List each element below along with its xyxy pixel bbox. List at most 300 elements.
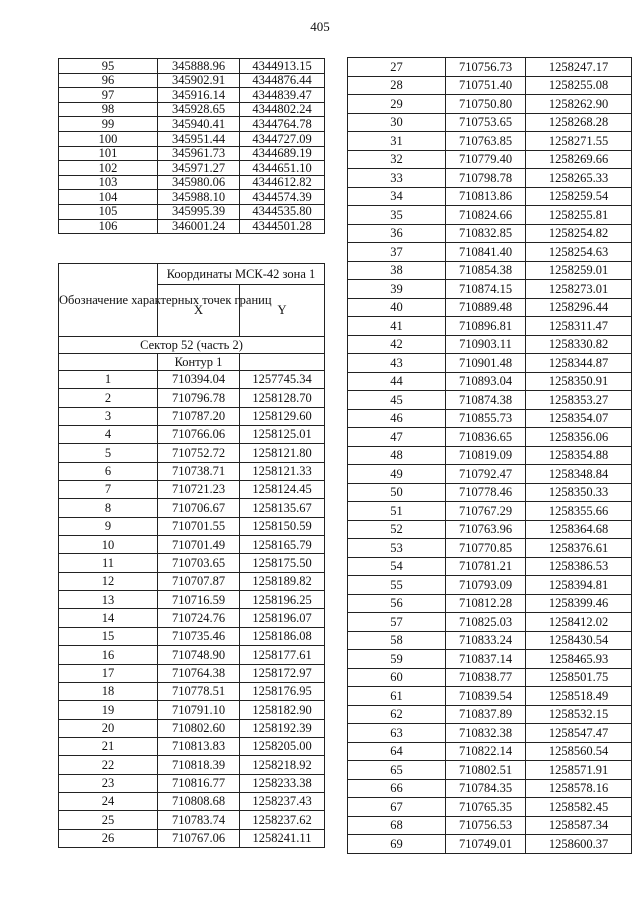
table-row bbox=[348, 317, 632, 336]
point-number-cell: 100 bbox=[59, 131, 158, 146]
y-coordinate-cell: 4344764.78 bbox=[240, 117, 325, 132]
table-row bbox=[59, 572, 325, 590]
point-number-cell: 11 bbox=[59, 554, 158, 572]
x-coordinate-cell: 346001.24 bbox=[158, 219, 240, 234]
point-number-cell: 95 bbox=[59, 59, 158, 74]
y-coordinate-cell: 4344689.19 bbox=[240, 146, 325, 161]
y-coordinate-cell: 1258560.54 bbox=[526, 742, 632, 761]
x-coordinate-cell: 710903.11 bbox=[446, 335, 526, 354]
x-coordinate-cell: 710818.39 bbox=[158, 756, 240, 774]
x-coordinate-cell: 710832.85 bbox=[446, 224, 526, 243]
x-coordinate-cell: 710838.77 bbox=[446, 668, 526, 687]
y-coordinate-cell: 1258135.67 bbox=[240, 499, 325, 517]
point-number-cell: 64 bbox=[348, 742, 446, 761]
table-row bbox=[348, 779, 632, 798]
x-coordinate-cell: 710707.87 bbox=[158, 572, 240, 590]
point-number-cell: 31 bbox=[348, 132, 446, 151]
table-row bbox=[59, 829, 325, 847]
x-coordinate-cell: 710819.09 bbox=[446, 446, 526, 465]
point-number-cell: 38 bbox=[348, 261, 446, 280]
y-coordinate-cell: 1258354.07 bbox=[526, 409, 632, 428]
table-row bbox=[348, 169, 632, 188]
y-coordinate-cell: 1258355.66 bbox=[526, 502, 632, 521]
point-number-cell: 18 bbox=[59, 682, 158, 700]
point-number-cell: 37 bbox=[348, 243, 446, 262]
point-number-cell: 6 bbox=[59, 462, 158, 480]
x-coordinate-cell: 710756.73 bbox=[446, 58, 526, 77]
y-coordinate-cell: 1258501.75 bbox=[526, 668, 632, 687]
y-coordinate-cell: 1258205.00 bbox=[240, 737, 325, 755]
x-coordinate-cell: 710802.60 bbox=[158, 719, 240, 737]
y-coordinate-cell: 1258262.90 bbox=[526, 95, 632, 114]
table-row bbox=[59, 204, 325, 219]
y-coordinate-cell: 1258254.82 bbox=[526, 224, 632, 243]
table-row bbox=[59, 117, 325, 132]
y-coordinate-cell: 1258587.34 bbox=[526, 816, 632, 835]
x-coordinate-cell: 710766.06 bbox=[158, 426, 240, 444]
x-coordinate-cell: 710798.78 bbox=[446, 169, 526, 188]
point-number-cell: 42 bbox=[348, 335, 446, 354]
x-coordinate-cell: 710750.80 bbox=[446, 95, 526, 114]
x-coordinate-cell: 345928.65 bbox=[158, 102, 240, 117]
coordinates-table-continuation bbox=[58, 58, 325, 234]
x-coordinate-cell: 710787.20 bbox=[158, 407, 240, 425]
y-coordinate-cell: 1258547.47 bbox=[526, 724, 632, 743]
y-coordinate-cell: 1258344.87 bbox=[526, 354, 632, 373]
point-number-cell: 97 bbox=[59, 88, 158, 103]
y-coordinate-cell: 1258218.92 bbox=[240, 756, 325, 774]
x-coordinate-cell: 710813.83 bbox=[158, 737, 240, 755]
x-coordinate-cell: 710889.48 bbox=[446, 298, 526, 317]
point-number-cell: 29 bbox=[348, 95, 446, 114]
x-coordinate-cell: 710781.21 bbox=[446, 557, 526, 576]
table-row bbox=[59, 792, 325, 810]
point-number-cell: 14 bbox=[59, 609, 158, 627]
table-row bbox=[59, 682, 325, 700]
sector-row bbox=[59, 337, 325, 354]
y-coordinate-cell: 1258465.93 bbox=[526, 650, 632, 669]
table-row bbox=[348, 705, 632, 724]
y-coordinate-cell: 1258196.25 bbox=[240, 591, 325, 609]
table-row bbox=[348, 613, 632, 632]
x-coordinate-cell: 710792.47 bbox=[446, 465, 526, 484]
x-coordinate-cell: 710716.59 bbox=[158, 591, 240, 609]
x-coordinate-cell: 710394.04 bbox=[158, 371, 240, 389]
x-coordinate-cell: 710832.38 bbox=[446, 724, 526, 743]
x-coordinate-cell: 710874.38 bbox=[446, 391, 526, 410]
table-row bbox=[59, 646, 325, 664]
point-number-cell: 4 bbox=[59, 426, 158, 444]
x-coordinate-cell: 710765.35 bbox=[446, 798, 526, 817]
point-number-cell: 22 bbox=[59, 756, 158, 774]
y-coordinate-cell: 1258271.55 bbox=[526, 132, 632, 151]
x-coordinate-cell: 710767.06 bbox=[158, 829, 240, 847]
x-coordinate-cell: 710893.04 bbox=[446, 372, 526, 391]
table-row bbox=[348, 187, 632, 206]
table-row bbox=[348, 243, 632, 262]
point-number-cell: 32 bbox=[348, 150, 446, 169]
x-coordinate-cell: 710778.51 bbox=[158, 682, 240, 700]
x-coordinate-cell: 710763.85 bbox=[446, 132, 526, 151]
x-coordinate-cell: 710837.14 bbox=[446, 650, 526, 669]
point-number-cell: 35 bbox=[348, 206, 446, 225]
point-number-cell: 63 bbox=[348, 724, 446, 743]
table-row bbox=[348, 557, 632, 576]
y-coordinate-cell: 1258354.88 bbox=[526, 446, 632, 465]
table-row bbox=[348, 298, 632, 317]
y-coordinate-cell: 1258364.68 bbox=[526, 520, 632, 539]
table-row bbox=[348, 539, 632, 558]
y-coordinate-cell: 1258186.08 bbox=[240, 627, 325, 645]
table-row bbox=[348, 520, 632, 539]
x-coordinate-cell: 710802.51 bbox=[446, 761, 526, 780]
point-number-cell: 51 bbox=[348, 502, 446, 521]
x-coordinate-cell: 710816.77 bbox=[158, 774, 240, 792]
point-number-cell: 17 bbox=[59, 664, 158, 682]
x-coordinate-cell: 710901.48 bbox=[446, 354, 526, 373]
y-column-header: Y bbox=[240, 285, 325, 337]
point-number-cell: 49 bbox=[348, 465, 446, 484]
x-coordinate-cell: 710763.96 bbox=[446, 520, 526, 539]
y-coordinate-cell: 1258356.06 bbox=[526, 428, 632, 447]
y-coordinate-cell: 1258273.01 bbox=[526, 280, 632, 299]
point-number-cell: 23 bbox=[59, 774, 158, 792]
point-number-cell: 55 bbox=[348, 576, 446, 595]
x-coordinate-cell: 345888.96 bbox=[158, 59, 240, 74]
point-number-cell: 40 bbox=[348, 298, 446, 317]
x-coordinate-cell: 345995.39 bbox=[158, 204, 240, 219]
table-row bbox=[59, 371, 325, 389]
table-row bbox=[59, 499, 325, 517]
table-row bbox=[59, 407, 325, 425]
point-number-cell: 15 bbox=[59, 627, 158, 645]
x-coordinate-cell: 345940.41 bbox=[158, 117, 240, 132]
x-column-header: X bbox=[158, 285, 240, 337]
table-row bbox=[348, 483, 632, 502]
y-coordinate-cell: 1258532.15 bbox=[526, 705, 632, 724]
point-number-cell: 1 bbox=[59, 371, 158, 389]
point-number-cell: 50 bbox=[348, 483, 446, 502]
x-coordinate-cell: 345971.27 bbox=[158, 161, 240, 176]
y-coordinate-cell: 1258237.43 bbox=[240, 792, 325, 810]
x-coordinate-cell: 710825.03 bbox=[446, 613, 526, 632]
point-number-cell: 16 bbox=[59, 646, 158, 664]
x-coordinate-cell: 710824.66 bbox=[446, 206, 526, 225]
table-row bbox=[59, 102, 325, 117]
point-number-cell: 102 bbox=[59, 161, 158, 176]
y-coordinate-cell: 1258394.81 bbox=[526, 576, 632, 595]
y-coordinate-cell: 1258176.95 bbox=[240, 682, 325, 700]
point-number-cell: 7 bbox=[59, 481, 158, 499]
point-number-cell: 5 bbox=[59, 444, 158, 462]
y-coordinate-cell: 1258311.47 bbox=[526, 317, 632, 336]
x-coordinate-cell: 710764.38 bbox=[158, 664, 240, 682]
x-coordinate-cell: 710813.86 bbox=[446, 187, 526, 206]
table-row bbox=[59, 811, 325, 829]
table-row bbox=[348, 594, 632, 613]
y-coordinate-cell: 1258121.33 bbox=[240, 462, 325, 480]
x-coordinate-cell: 710706.67 bbox=[158, 499, 240, 517]
coordinates-table-right-column bbox=[347, 57, 632, 854]
table-row bbox=[348, 465, 632, 484]
point-number-cell: 53 bbox=[348, 539, 446, 558]
table-row bbox=[348, 816, 632, 835]
point-number-cell: 36 bbox=[348, 224, 446, 243]
y-coordinate-cell: 1258150.59 bbox=[240, 517, 325, 535]
x-coordinate-cell: 710753.65 bbox=[446, 113, 526, 132]
y-coordinate-cell: 4344802.24 bbox=[240, 102, 325, 117]
table-header-row bbox=[59, 264, 325, 285]
point-number-cell: 47 bbox=[348, 428, 446, 447]
x-coordinate-cell: 710751.40 bbox=[446, 76, 526, 95]
table-row bbox=[348, 687, 632, 706]
coordinate-system-header: Координаты МСК-42 зона 1 bbox=[158, 264, 325, 285]
y-coordinate-cell: 1258296.44 bbox=[526, 298, 632, 317]
x-coordinate-cell: 710855.73 bbox=[446, 409, 526, 428]
table-row bbox=[348, 409, 632, 428]
point-number-cell: 45 bbox=[348, 391, 446, 410]
y-coordinate-cell: 1258254.63 bbox=[526, 243, 632, 262]
point-number-cell: 3 bbox=[59, 407, 158, 425]
y-coordinate-cell: 4344727.09 bbox=[240, 131, 325, 146]
x-coordinate-cell: 710735.46 bbox=[158, 627, 240, 645]
point-number-cell: 98 bbox=[59, 102, 158, 117]
x-coordinate-cell: 710854.38 bbox=[446, 261, 526, 280]
sector-label: Сектор 52 (часть 2) bbox=[59, 337, 325, 354]
y-coordinate-cell: 1258259.54 bbox=[526, 187, 632, 206]
x-coordinate-cell: 345951.44 bbox=[158, 131, 240, 146]
table-row bbox=[59, 756, 325, 774]
point-number-cell: 59 bbox=[348, 650, 446, 669]
y-coordinate-cell: 1258124.45 bbox=[240, 481, 325, 499]
table-row bbox=[348, 631, 632, 650]
y-coordinate-cell: 4344612.82 bbox=[240, 175, 325, 190]
page-number: 405 bbox=[310, 19, 330, 34]
table-row bbox=[348, 835, 632, 854]
y-coordinate-cell: 4344876.44 bbox=[240, 73, 325, 88]
table-row bbox=[59, 146, 325, 161]
table-row bbox=[348, 372, 632, 391]
y-coordinate-cell: 1258172.97 bbox=[240, 664, 325, 682]
y-coordinate-cell: 1258129.60 bbox=[240, 407, 325, 425]
point-number-cell: 13 bbox=[59, 591, 158, 609]
point-number-cell: 96 bbox=[59, 73, 158, 88]
y-coordinate-cell: 1258177.61 bbox=[240, 646, 325, 664]
table-row bbox=[59, 175, 325, 190]
x-coordinate-cell: 710896.81 bbox=[446, 317, 526, 336]
point-number-cell: 62 bbox=[348, 705, 446, 724]
point-number-cell: 8 bbox=[59, 499, 158, 517]
table-row bbox=[59, 73, 325, 88]
table-row bbox=[348, 280, 632, 299]
contour-label: Контур 1 bbox=[158, 354, 240, 371]
table-row bbox=[348, 113, 632, 132]
point-number-cell: 46 bbox=[348, 409, 446, 428]
table-row bbox=[59, 131, 325, 146]
table-row bbox=[348, 502, 632, 521]
table-row bbox=[59, 190, 325, 205]
x-coordinate-cell: 710784.35 bbox=[446, 779, 526, 798]
point-number-cell: 69 bbox=[348, 835, 446, 854]
point-number-cell: 65 bbox=[348, 761, 446, 780]
coordinates-table-sector-52 bbox=[58, 263, 325, 848]
point-number-cell: 30 bbox=[348, 113, 446, 132]
point-number-cell: 24 bbox=[59, 792, 158, 810]
y-coordinate-cell: 1258353.27 bbox=[526, 391, 632, 410]
x-coordinate-cell: 345980.06 bbox=[158, 175, 240, 190]
x-coordinate-cell: 710812.28 bbox=[446, 594, 526, 613]
table-row bbox=[348, 58, 632, 77]
y-coordinate-cell: 1258412.02 bbox=[526, 613, 632, 632]
x-coordinate-cell: 710767.29 bbox=[446, 502, 526, 521]
table-row bbox=[59, 389, 325, 407]
x-coordinate-cell: 710841.40 bbox=[446, 243, 526, 262]
x-coordinate-cell: 710770.85 bbox=[446, 539, 526, 558]
table-row bbox=[348, 761, 632, 780]
y-coordinate-cell: 4344651.10 bbox=[240, 161, 325, 176]
table-row bbox=[348, 95, 632, 114]
table-row bbox=[59, 536, 325, 554]
y-coordinate-cell: 1258125.01 bbox=[240, 426, 325, 444]
point-number-cell: 105 bbox=[59, 204, 158, 219]
y-coordinate-cell: 1258269.66 bbox=[526, 150, 632, 169]
y-coordinate-cell: 1258247.17 bbox=[526, 58, 632, 77]
x-coordinate-cell: 710791.10 bbox=[158, 701, 240, 719]
y-coordinate-cell: 1258233.38 bbox=[240, 774, 325, 792]
point-number-cell: 56 bbox=[348, 594, 446, 613]
y-coordinate-cell: 1258165.79 bbox=[240, 536, 325, 554]
point-number-cell: 103 bbox=[59, 175, 158, 190]
table-row bbox=[348, 446, 632, 465]
table-row bbox=[348, 354, 632, 373]
x-coordinate-cell: 710738.71 bbox=[158, 462, 240, 480]
table-row bbox=[348, 132, 632, 151]
x-coordinate-cell: 710748.90 bbox=[158, 646, 240, 664]
point-number-cell: 27 bbox=[348, 58, 446, 77]
y-coordinate-cell: 4344913.15 bbox=[240, 59, 325, 74]
point-number-cell: 9 bbox=[59, 517, 158, 535]
y-coordinate-cell: 1258582.45 bbox=[526, 798, 632, 817]
point-number-cell: 26 bbox=[59, 829, 158, 847]
x-coordinate-cell: 710808.68 bbox=[158, 792, 240, 810]
x-coordinate-cell: 345902.91 bbox=[158, 73, 240, 88]
point-number-cell: 2 bbox=[59, 389, 158, 407]
y-coordinate-cell: 1258121.80 bbox=[240, 444, 325, 462]
table-row bbox=[348, 798, 632, 817]
x-coordinate-cell: 710756.53 bbox=[446, 816, 526, 835]
y-coordinate-cell: 4344839.47 bbox=[240, 88, 325, 103]
point-number-cell: 20 bbox=[59, 719, 158, 737]
point-number-cell: 21 bbox=[59, 737, 158, 755]
table-row bbox=[59, 664, 325, 682]
y-coordinate-cell: 1258237.62 bbox=[240, 811, 325, 829]
y-coordinate-cell: 1258255.81 bbox=[526, 206, 632, 225]
table-row bbox=[59, 737, 325, 755]
y-coordinate-cell: 1258175.50 bbox=[240, 554, 325, 572]
y-coordinate-cell: 1258350.91 bbox=[526, 372, 632, 391]
table-row bbox=[59, 161, 325, 176]
y-coordinate-cell: 1258578.16 bbox=[526, 779, 632, 798]
point-number-cell: 52 bbox=[348, 520, 446, 539]
x-coordinate-cell: 710778.46 bbox=[446, 483, 526, 502]
point-number-cell: 10 bbox=[59, 536, 158, 554]
point-number-cell: 61 bbox=[348, 687, 446, 706]
x-coordinate-cell: 345961.73 bbox=[158, 146, 240, 161]
point-number-cell: 19 bbox=[59, 701, 158, 719]
y-coordinate-cell: 1258128.70 bbox=[240, 389, 325, 407]
point-number-cell: 44 bbox=[348, 372, 446, 391]
point-number-cell: 25 bbox=[59, 811, 158, 829]
x-coordinate-cell: 710724.76 bbox=[158, 609, 240, 627]
table-row bbox=[59, 59, 325, 74]
y-coordinate-cell: 1258241.11 bbox=[240, 829, 325, 847]
point-number-cell: 57 bbox=[348, 613, 446, 632]
x-coordinate-cell: 710822.14 bbox=[446, 742, 526, 761]
point-number-cell: 68 bbox=[348, 816, 446, 835]
y-coordinate-cell: 1258376.61 bbox=[526, 539, 632, 558]
y-coordinate-cell: 1258430.54 bbox=[526, 631, 632, 650]
table-row bbox=[348, 742, 632, 761]
x-coordinate-cell: 710752.72 bbox=[158, 444, 240, 462]
table-row bbox=[348, 668, 632, 687]
point-number-cell: 12 bbox=[59, 572, 158, 590]
y-coordinate-cell: 1258189.82 bbox=[240, 572, 325, 590]
table-row bbox=[59, 627, 325, 645]
x-coordinate-cell: 710796.78 bbox=[158, 389, 240, 407]
table-row bbox=[348, 76, 632, 95]
table-row bbox=[348, 724, 632, 743]
x-coordinate-cell: 710701.49 bbox=[158, 536, 240, 554]
point-number-cell: 67 bbox=[348, 798, 446, 817]
x-coordinate-cell: 710721.23 bbox=[158, 481, 240, 499]
point-number-cell: 101 bbox=[59, 146, 158, 161]
point-number-cell: 48 bbox=[348, 446, 446, 465]
table-row bbox=[348, 150, 632, 169]
point-number-cell: 60 bbox=[348, 668, 446, 687]
table-row bbox=[59, 517, 325, 535]
point-number-cell: 99 bbox=[59, 117, 158, 132]
y-coordinate-cell: 1258192.39 bbox=[240, 719, 325, 737]
table-row bbox=[348, 206, 632, 225]
y-coordinate-cell: 1258330.82 bbox=[526, 335, 632, 354]
x-coordinate-cell: 710749.01 bbox=[446, 835, 526, 854]
x-coordinate-cell: 710779.40 bbox=[446, 150, 526, 169]
y-coordinate-cell: 1258399.46 bbox=[526, 594, 632, 613]
y-coordinate-cell: 1258518.49 bbox=[526, 687, 632, 706]
table-row bbox=[59, 219, 325, 234]
y-coordinate-cell: 1258196.07 bbox=[240, 609, 325, 627]
x-coordinate-cell: 710836.65 bbox=[446, 428, 526, 447]
x-coordinate-cell: 710874.15 bbox=[446, 280, 526, 299]
table-row bbox=[348, 335, 632, 354]
contour-row bbox=[59, 354, 325, 371]
x-coordinate-cell: 345916.14 bbox=[158, 88, 240, 103]
y-coordinate-cell: 1258350.33 bbox=[526, 483, 632, 502]
point-number-cell: 58 bbox=[348, 631, 446, 650]
table-row bbox=[348, 428, 632, 447]
y-coordinate-cell: 1258600.37 bbox=[526, 835, 632, 854]
point-designation-header: Обозначение характерных точек границ bbox=[59, 264, 158, 337]
table-row bbox=[59, 609, 325, 627]
y-coordinate-cell: 1258182.90 bbox=[240, 701, 325, 719]
point-number-cell: 54 bbox=[348, 557, 446, 576]
y-coordinate-cell: 1258348.84 bbox=[526, 465, 632, 484]
table-row bbox=[348, 650, 632, 669]
x-coordinate-cell: 710839.54 bbox=[446, 687, 526, 706]
point-number-cell: 34 bbox=[348, 187, 446, 206]
table-row bbox=[59, 462, 325, 480]
y-coordinate-cell: 1258386.53 bbox=[526, 557, 632, 576]
